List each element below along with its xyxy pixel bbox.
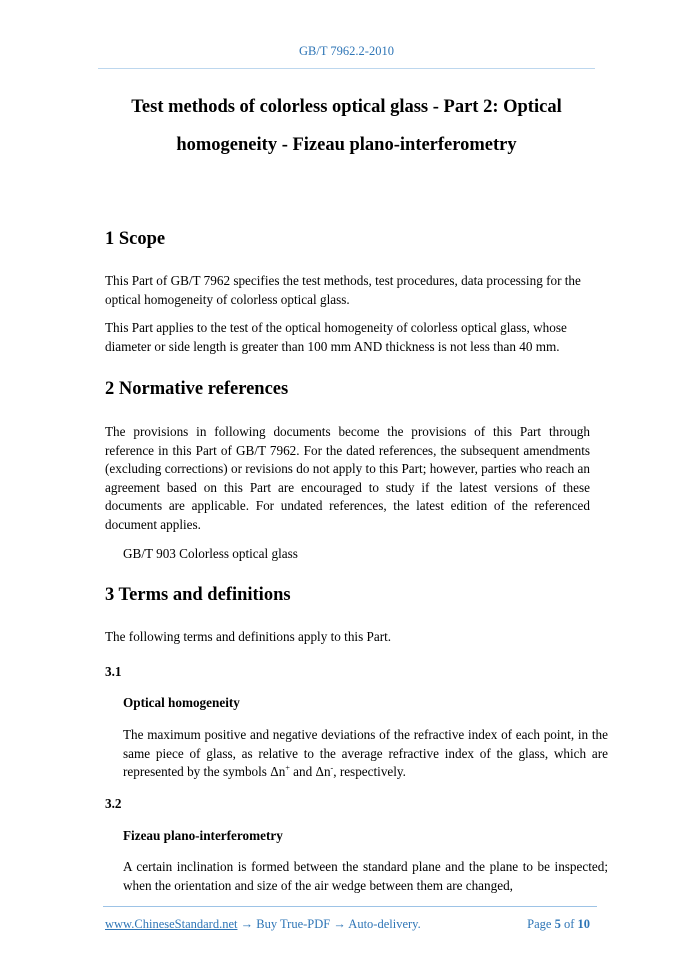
term-definition: A certain inclination is formed between the standard plane and the plane to be inspected; when the orientation and size of the air wedge between them are changed, [123,859,608,893]
term-definition: The maximum positive and negative deviations of the refractive index of each point, in the same piece of glass, as relative to the average refractive index of the glass, which are represented by the symbols Δn+ and Δn-, respectively. [123,727,608,779]
normative-paragraph: The provisions in following documents become the provisions of this Part through reference in this Part of GB/T 7962. For the dated references, the subsequent amendments (excluding corrections) or revisions do not apply to this Part; however, parties who reach an agreement based on this Part are encouraged to study if the latest versions of these documents are applicable. For undated references, the latest edition of the referenced document applies. [105,424,590,532]
scope-paragraph: This Part applies to the test of the optical homogeneity of colorless optical glass, whose diameter or side length is greater than 100 mm AND thickness is not less than 40 mm. [105,320,567,354]
terms-intro: The following terms and definitions apply to this Part. [105,629,392,644]
page-footer [105,917,590,932]
document-title [98,88,595,164]
total-pages: 10 [577,917,590,931]
scope-paragraph: This Part of GB/T 7962 specifies the test methods, test procedures, data processing for the optical homogeneity of colorless optical glass. [105,273,581,307]
footer-divider [103,906,597,907]
document-title-line2: homogeneity - Fizeau plano-interferometry [176,135,517,155]
term-number: 3.1 [105,664,122,679]
standard-id: GB/T 7962.2-2010 [299,44,394,58]
footer-tagline: → Buy True-PDF → Auto-delivery. [237,917,421,931]
term-title: Optical homogeneity [123,695,240,710]
term-number: 3.2 [105,796,122,811]
section-heading-normative-references: 2 Normative references [105,379,289,399]
section-heading-terms: 3 Terms and definitions [105,585,291,605]
term-title: Fizeau plano-interferometry [123,828,283,843]
section-heading-scope: 1 Scope [105,229,166,249]
current-page: 5 [554,917,561,931]
page-indicator: Page 5 of 10 [527,917,590,931]
header-divider [98,68,595,69]
website-link[interactable]: www.ChineseStandard.net [105,917,238,931]
reference-item: GB/T 903 Colorless optical glass [123,546,298,561]
scope-body [105,272,590,356]
document-title-line1: Test methods of colorless optical glass - Part 2: Optical [131,97,562,117]
